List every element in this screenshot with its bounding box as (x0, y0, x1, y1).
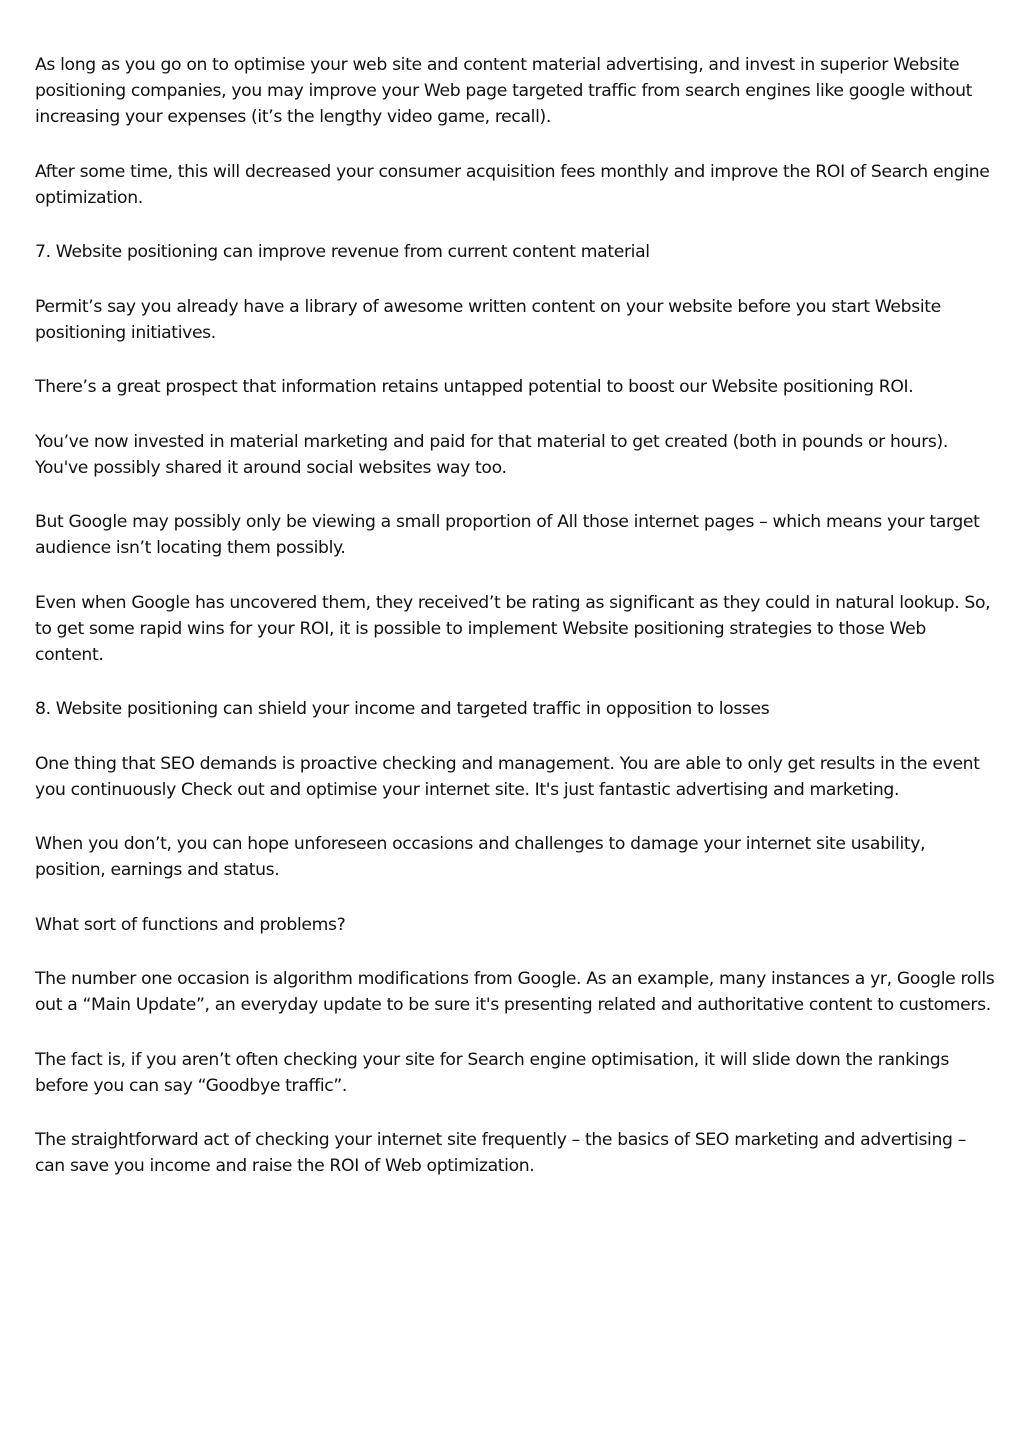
section-heading-8: 8. Website positioning can shield your income and targeted traffic in opposition to losses (35, 699, 770, 719)
paragraph-checking-basics: The straightforward act of checking your internet site frequently – the basics of SEO marketing and advertising – can save you income and raise the ROI of Web optimization. (35, 1130, 966, 1176)
paragraph-algorithm-updates: The number one occasion is algorithm modifications from Google. As an example, many instances a yr, Google rolls out a “Main Update”, an everyday update to be sure it's presenting related and authoritative content to customers. (35, 969, 995, 1015)
paragraph-google-viewing: But Google may possibly only be viewing a small proportion of All those internet pages – which means your target audience isn’t locating them possibly. (35, 512, 980, 558)
section-heading-7: 7. Website positioning can improve revenue from current content material (35, 242, 650, 262)
paragraph-rapid-wins: Even when Google has uncovered them, they received’t be rating as significant as they could in natural lookup. So, to get some rapid wins for your ROI, it is possible to implement Website positioning strategies to those Web content. (35, 592, 991, 665)
document-page (35, 52, 995, 1208)
paragraph-seo-investment: As long as you go on to optimise your web site and content material advertising, and invest in superior Website positioning companies, you may improve your Web page targeted traffic from search engines like google without increasing your expenses (it’s the lengthy video game, recall). (35, 55, 973, 127)
paragraph-untapped-potential: There’s a great prospect that information retains untapped potential to boost our Website positioning ROI. (35, 377, 914, 397)
paragraph-content-marketing: You’ve now invested in material marketing and paid for that material to get created (both in pounds or hours). You've possibly shared it around social websites way too. (35, 431, 948, 478)
paragraph-unforeseen-occasions: When you don’t, you can hope unforeseen occasions and challenges to damage your internet site usability, position, earnings and status. (35, 834, 926, 880)
paragraph-rankings-slide: The fact is, if you aren’t often checking your site for Search engine optimisation, it will slide down the rankings before you can say “Goodbye traffic”. (35, 1049, 949, 1096)
paragraph-content-library: Permit’s say you already have a library of awesome written content on your website before you start Website positioning initiatives. (35, 296, 941, 343)
paragraph-acquisition-fees: After some time, this will decreased your consumer acquisition fees monthly and improve the ROI of Search engine optimization. (35, 161, 990, 208)
paragraph-proactive-checking: One thing that SEO demands is proactive checking and management. You are able to only get results in the event you continuously Check out and optimise your internet site. It's just fantastic advertising and marketing. (35, 753, 980, 800)
paragraph-question: What sort of functions and problems? (35, 914, 346, 935)
